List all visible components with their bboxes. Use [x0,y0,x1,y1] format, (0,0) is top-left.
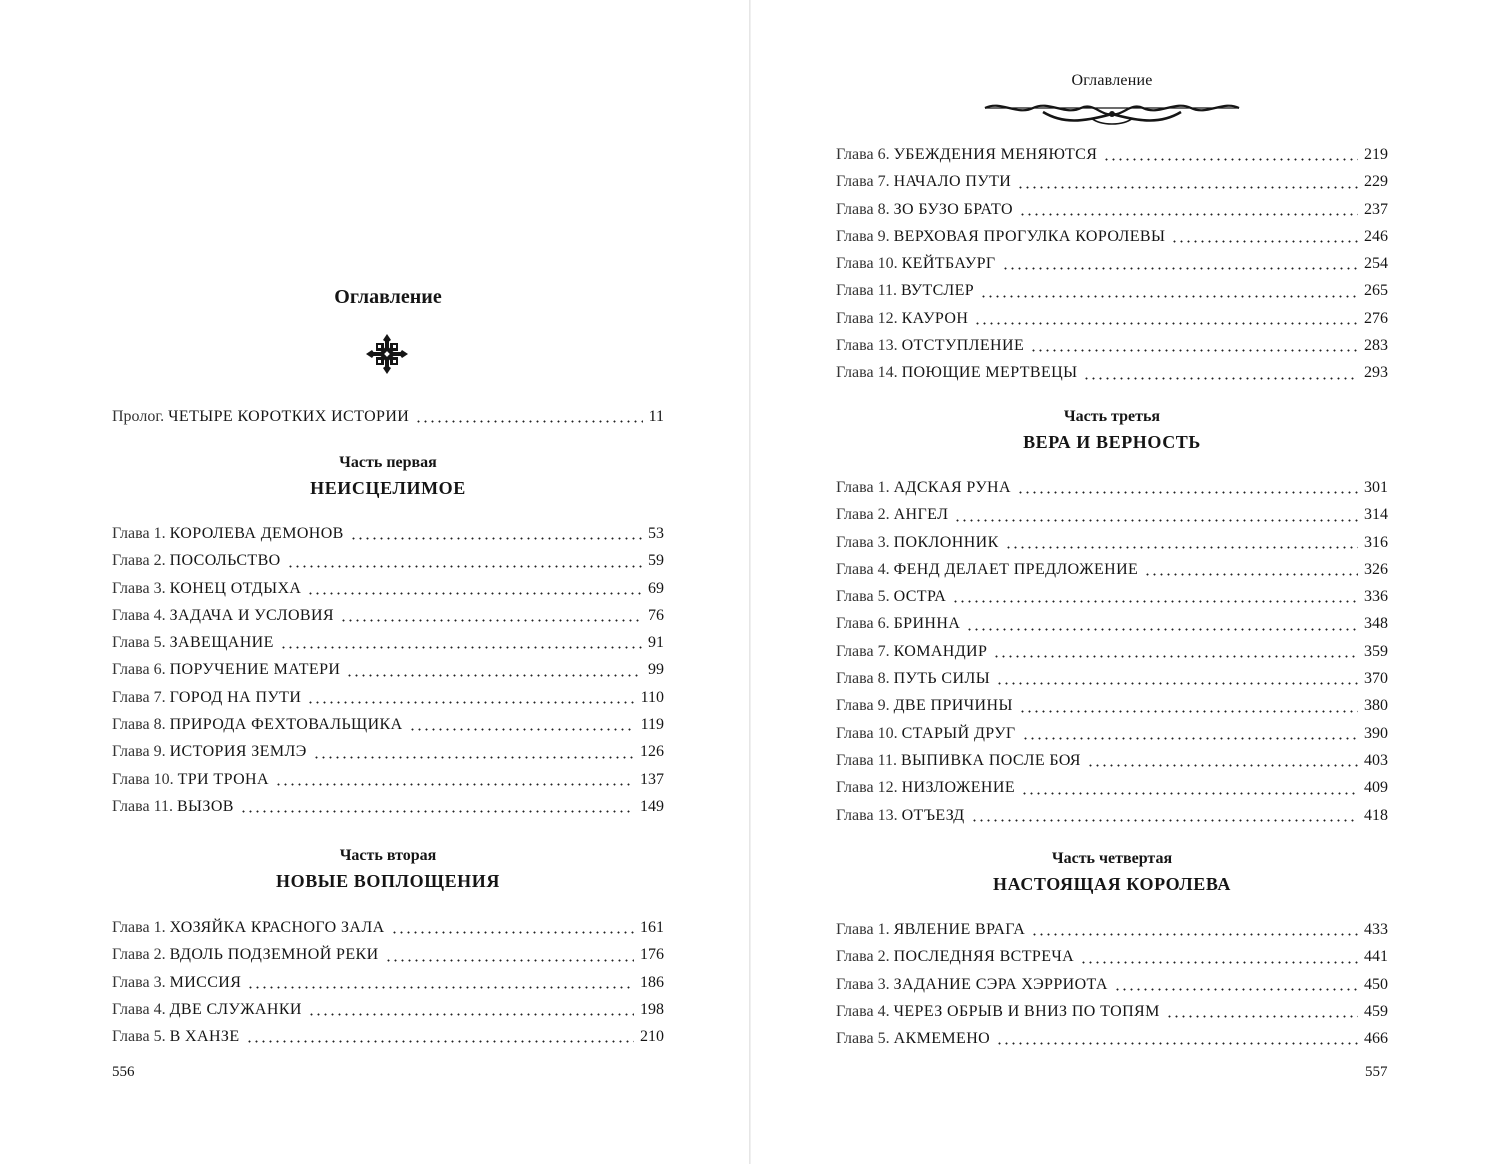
toc-entry-page: 348 [1364,615,1388,633]
toc-dot-leader [1017,186,1358,189]
toc-entry-page: 53 [648,525,664,542]
toc-entry-number: Глава 9. [836,227,890,245]
toc-entry-page: 265 [1364,282,1388,300]
toc-entry-page: 137 [640,770,664,788]
toc-entry[interactable] [836,692,1388,719]
toc-entry-title: АКМЕМЕНО [893,1030,991,1048]
toc-entry-title: ПРИРОДА ФЕХТОВАЛЬЩИКА [169,716,403,734]
wave-flourish-icon [983,98,1241,128]
toc-entry-number: Глава 5. [112,634,166,652]
toc-entry[interactable] [112,996,664,1023]
toc-dot-leader [993,655,1358,658]
toc-entry-number: Глава 6. [836,615,890,633]
toc-entry-number: Глава 8. [836,200,890,218]
toc-entry-number: Глава 1. [112,525,166,542]
toc-entry-number: Глава 11. [836,282,897,300]
toc-entry-number: Глава 1. [836,479,890,496]
toc-dot-leader [1031,933,1358,936]
toc-entry-page: 459 [1364,1002,1388,1020]
toc-entry[interactable] [112,711,664,738]
toc-entry[interactable] [836,501,1388,528]
toc-entry[interactable] [112,1023,664,1050]
toc-entry[interactable] [112,520,664,547]
toc-entry-page: 466 [1364,1030,1388,1048]
toc-entry[interactable] [112,914,664,941]
toc-entry-title: КОНЕЦ ОТДЫХА [169,579,302,597]
toc-dot-leader [391,931,634,934]
toc-entry-title: МИССИЯ [169,973,242,991]
toc-entry-page: 246 [1364,227,1388,245]
toc-dot-leader [313,756,634,759]
running-head: Оглавление [1071,72,1153,89]
toc-entry-title: ГОРОД НА ПУТИ [169,688,302,706]
toc-entry-page: 198 [640,1000,664,1018]
toc-entry-page: 336 [1364,588,1388,606]
toc-dot-leader [275,783,634,786]
toc-entry-title: КОРОЛЕВА ДЕМОНОВ [169,525,344,542]
toc-entry-page: 110 [640,688,664,706]
page-number: 556 [112,1064,135,1080]
toc-entry-number: Глава 4. [836,1002,890,1020]
toc-entry-page: 314 [1364,506,1388,524]
toc-dot-leader [1002,267,1358,270]
toc-title: Оглавление [334,286,442,308]
toc-entry-page: 433 [1364,921,1388,938]
toc-entry-title: ЯВЛЕНИЕ ВРАГА [893,921,1026,938]
page-number: 557 [1365,1064,1388,1080]
toc-entry-title: ДВЕ ПРИЧИНЫ [893,697,1013,715]
toc-entry[interactable] [836,638,1388,665]
toc-entry-page: 119 [640,716,664,734]
toc-entry[interactable] [836,305,1388,332]
toc-entry[interactable] [836,196,1388,223]
toc-dot-leader [1022,737,1358,740]
toc-dot-leader [308,1013,634,1016]
toc-dot-leader [1019,213,1358,216]
toc-entry-title: КАУРОН [901,309,969,327]
toc-entry-page: 69 [648,579,664,597]
toc-entry-page: 283 [1364,337,1388,355]
toc-dot-leader [287,565,642,568]
toc-entry-title: АНГЕЛ [893,506,949,524]
toc-dot-leader [409,728,635,731]
toc-entry[interactable] [836,720,1388,747]
toc-entry-page: 409 [1364,779,1388,797]
toc-entry[interactable] [836,223,1388,250]
toc-dot-leader [980,295,1358,298]
toc-entry-title: УБЕЖДЕНИЯ МЕНЯЮТСЯ [893,146,1098,163]
toc-entry[interactable] [836,774,1388,801]
toc-entry-number: Глава 8. [836,670,890,688]
toc-entry-page: 370 [1364,670,1388,688]
toc-entry[interactable] [836,474,1388,501]
toc-entry-title: ДВЕ СЛУЖАНКИ [169,1000,302,1018]
toc-entry[interactable] [836,943,1388,970]
toc-entry-title: КОМАНДИР [893,642,988,660]
toc-entry[interactable] [836,250,1388,277]
toc-entry-title: В ХАНЗЕ [169,1028,240,1046]
toc-dot-leader [1114,988,1358,991]
toc-entry-number: Глава 1. [836,921,890,938]
part-title: НАСТОЯЩАЯ КОРОЛЕВА [993,874,1231,894]
toc-entry-title: ЧЕРЕЗ ОБРЫВ И ВНИЗ ПО ТОПЯМ [893,1002,1160,1020]
toc-dot-leader [1103,158,1358,161]
toc-entry[interactable] [112,602,664,629]
toc-dot-leader [996,682,1358,685]
toc-entry-title: ИСТОРИЯ ЗЕМЛЭ [169,743,307,761]
toc-entry-number: Глава 12. [836,779,898,797]
toc-dot-leader [1144,573,1358,576]
toc-entry-title: ЗАДАНИЕ СЭРА ХЭРРИОТА [893,975,1108,993]
toc-entry-number: Глава 1. [112,919,166,936]
toc-entry[interactable] [836,583,1388,610]
toc-entry-number: Глава 8. [112,716,166,734]
toc-dot-leader [1087,764,1358,767]
toc-dot-leader [280,646,642,649]
toc-entry-title: ФЕНД ДЕЛАЕТ ПРЕДЛОЖЕНИЕ [893,560,1139,578]
toc-entry-title: СТАРЫЙ ДРУГ [901,724,1016,742]
toc-entry-title: ВДОЛЬ ПОДЗЕМНОЙ РЕКИ [169,946,379,964]
toc-dot-leader [971,819,1358,822]
toc-entry[interactable] [836,802,1388,829]
toc-entry[interactable] [836,556,1388,583]
toc-entry[interactable] [836,1025,1388,1052]
toc-entry-number: Глава 7. [112,688,166,706]
toc-entry-number: Глава 4. [112,1000,166,1018]
toc-dot-leader [954,519,1358,522]
toc-dot-leader [996,1042,1358,1045]
toc-entry-number: Глава 11. [112,797,173,815]
toc-entry[interactable] [112,547,664,574]
toc-dot-leader [966,628,1358,631]
toc-entry-page: 403 [1364,751,1388,769]
toc-entry[interactable] [836,141,1388,168]
toc-dot-leader [1166,1015,1358,1018]
toc-entry-page: 149 [640,797,664,815]
toc-entry-title: НАЧАЛО ПУТИ [893,173,1012,191]
toc-entry[interactable] [112,793,664,820]
toc-chapter-list [112,520,664,820]
toc-dot-leader [385,959,634,962]
toc-entry-number: Глава 14. [836,364,898,382]
toc-entry-page: 380 [1364,697,1388,715]
toc-entry-page: 99 [648,661,664,679]
toc-entry-number: Глава 5. [112,1028,166,1046]
part-label: Часть четвертая [1051,850,1173,867]
toc-entry-number: Глава 9. [112,743,166,761]
toc-entry-number: Глава 11. [836,751,897,769]
part-label: Часть вторая [339,847,437,864]
toc-entry-title: ВЫЗОВ [176,797,234,815]
toc-entry-number: Глава 7. [836,642,890,660]
toc-dot-leader [974,322,1358,325]
toc-dot-leader [346,674,642,677]
toc-entry-title: ХОЗЯЙКА КРАСНОГО ЗАЛА [169,919,385,936]
toc-entry-prologue[interactable] [112,403,664,430]
toc-dot-leader [1021,792,1358,795]
toc-entry[interactable] [112,575,664,602]
toc-entry-title: КЕЙТБАУРГ [901,255,996,273]
toc-entry[interactable] [112,766,664,793]
toc-entry[interactable] [112,738,664,765]
toc-entry-page: 59 [648,552,664,570]
toc-entry-page: 276 [1364,309,1388,327]
toc-dot-leader [240,810,634,813]
toc-entry[interactable] [112,629,664,656]
toc-entry-number: Глава 10. [836,255,898,273]
toc-entry-page: 126 [640,743,664,761]
toc-entry-title: БРИННА [893,615,961,633]
toc-dot-leader [1083,377,1358,380]
toc-entry[interactable] [112,969,664,996]
toc-dot-leader [340,619,642,622]
toc-chapter-list [112,914,664,1050]
toc-entry-number: Глава 13. [836,806,898,824]
toc-entry-title: ПОРУЧЕНИЕ МАТЕРИ [169,661,341,679]
toc-entry[interactable] [836,277,1388,304]
toc-entry-number: Глава 2. [836,948,890,966]
toc-entry-number: Глава 2. [836,506,890,524]
toc-dot-leader [1080,961,1358,964]
toc-dot-leader [1019,710,1358,713]
toc-entry-number: Глава 3. [112,579,166,597]
toc-entry[interactable] [836,332,1388,359]
part-label: Часть первая [339,454,437,471]
toc-entry-number: Глава 7. [836,173,890,191]
snowflake-ornament-icon [366,334,408,374]
toc-entry-number: Глава 10. [112,770,174,788]
toc-entry-number: Пролог. [112,408,165,425]
toc-dot-leader [1171,240,1358,243]
toc-entry-number: Глава 4. [112,606,166,624]
toc-entry[interactable] [836,971,1388,998]
toc-entry[interactable] [836,168,1388,195]
toc-entry-page: 76 [648,606,664,624]
toc-entry-number: Глава 3. [112,973,166,991]
toc-entry-page: 229 [1364,173,1388,191]
prologue-list [112,403,664,430]
toc-entry-page: 301 [1364,479,1388,496]
toc-dot-leader [350,537,642,540]
toc-entry-number: Глава 3. [836,975,890,993]
toc-dot-leader [246,1040,634,1043]
toc-entry-page: 186 [640,973,664,991]
toc-entry-title: ЗАДАЧА И УСЛОВИЯ [169,606,335,624]
toc-entry-page: 450 [1364,975,1388,993]
toc-entry-page: 237 [1364,200,1388,218]
toc-chapter-list [836,916,1388,1052]
toc-entry[interactable] [112,684,664,711]
toc-entry-page: 161 [640,919,664,936]
toc-entry-number: Глава 2. [112,946,166,964]
toc-dot-leader [1030,349,1358,352]
toc-entry-number: Глава 5. [836,588,890,606]
toc-entry-title: ВУТСЛЕР [900,282,975,300]
toc-chapter-list [836,141,1388,387]
toc-dot-leader [1005,546,1358,549]
toc-entry-title: ПОСОЛЬСТВО [169,552,281,570]
toc-entry-page: 390 [1364,724,1388,742]
toc-entry[interactable] [836,747,1388,774]
toc-entry[interactable] [112,941,664,968]
toc-entry-title: НИЗЛОЖЕНИЕ [901,779,1015,797]
toc-entry-page: 11 [648,408,664,425]
toc-entry-number: Глава 4. [836,560,890,578]
toc-entry-page: 316 [1364,533,1388,551]
toc-entry[interactable] [836,359,1388,386]
toc-entry[interactable] [112,656,664,683]
toc-entry-page: 176 [640,946,664,964]
toc-entry-number: Глава 10. [836,724,898,742]
toc-entry-title: ЗАВЕЩАНИЕ [169,634,274,652]
toc-entry-page: 91 [648,634,664,652]
toc-dot-leader [247,986,634,989]
toc-entry-page: 254 [1364,255,1388,273]
toc-entry-title: ОСТРА [893,588,947,606]
toc-entry-title: ЗО БУЗО БРАТО [893,200,1013,218]
toc-entry-title: АДСКАЯ РУНА [893,479,1011,496]
toc-entry-number: Глава 13. [836,337,898,355]
toc-entry-title: ВЕРХОВАЯ ПРОГУЛКА КОРОЛЕВЫ [893,227,1166,245]
toc-entry[interactable] [836,998,1388,1025]
toc-entry-number: Глава 6. [112,661,166,679]
toc-dot-leader [415,420,642,423]
part-title: ВЕРА И ВЕРНОСТЬ [1023,432,1201,452]
toc-entry-title: ПОСЛЕДНЯЯ ВСТРЕЧА [893,948,1075,966]
left-page [0,0,749,1164]
part-label: Часть третья [1063,408,1161,425]
toc-entry-title: ПУТЬ СИЛЫ [893,670,991,688]
toc-entry-title: ОТСТУПЛЕНИЕ [901,337,1025,355]
toc-dot-leader [1017,491,1358,494]
toc-entry-page: 326 [1364,560,1388,578]
part-title: НЕИСЦЕЛИМОЕ [310,478,466,498]
toc-entry-number: Глава 3. [836,533,890,551]
part-title: НОВЫЕ ВОПЛОЩЕНИЯ [276,871,500,891]
toc-entry[interactable] [836,916,1388,943]
toc-entry[interactable] [836,665,1388,692]
toc-entry[interactable] [836,610,1388,637]
toc-entry-number: Глава 9. [836,697,890,715]
toc-entry-number: Глава 12. [836,309,898,327]
toc-chapter-list [836,474,1388,829]
toc-entry[interactable] [836,529,1388,556]
toc-entry-title: ПОКЛОННИК [893,533,999,551]
toc-entry-number: Глава 2. [112,552,166,570]
toc-dot-leader [307,592,642,595]
toc-entry-page: 219 [1364,146,1388,163]
toc-entry-title: ВЫПИВКА ПОСЛЕ БОЯ [900,751,1081,769]
toc-entry-title: ОТЪЕЗД [901,806,965,824]
toc-entry-page: 418 [1364,806,1388,824]
toc-entry-page: 359 [1364,642,1388,660]
right-page [751,0,1500,1164]
toc-entry-title: ЧЕТЫРЕ КОРОТКИХ ИСТОРИИ [168,408,410,425]
toc-entry-number: Глава 6. [836,146,890,163]
toc-entry-page: 293 [1364,364,1388,382]
toc-entry-number: Глава 5. [836,1030,890,1048]
toc-entry-page: 441 [1364,948,1388,966]
toc-dot-leader [952,600,1358,603]
toc-entry-page: 210 [640,1028,664,1046]
toc-dot-leader [307,701,634,704]
toc-entry-title: ПОЮЩИЕ МЕРТВЕЦЫ [901,364,1078,382]
toc-entry-title: ТРИ ТРОНА [177,770,269,788]
